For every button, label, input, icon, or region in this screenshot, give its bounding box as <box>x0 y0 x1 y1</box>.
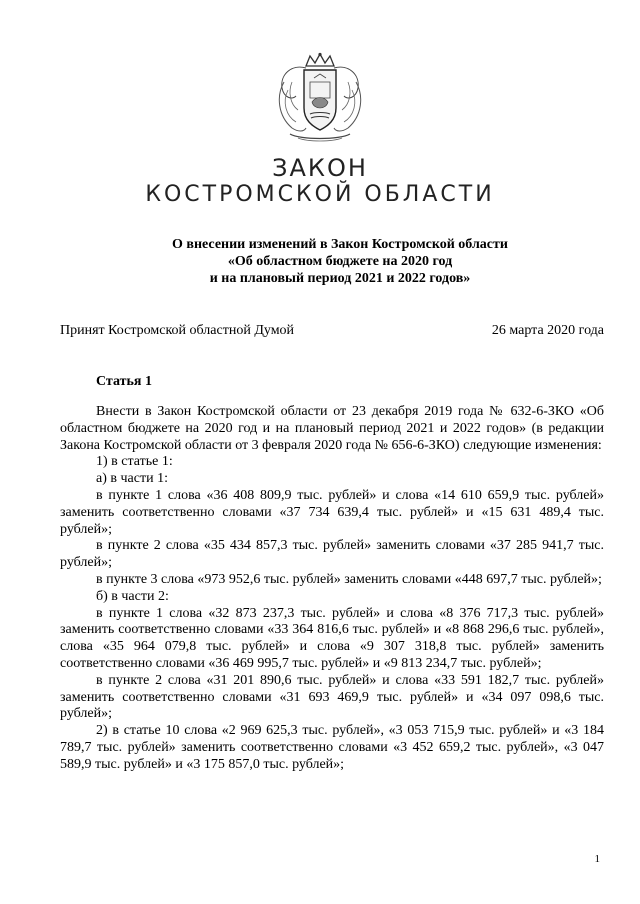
paragraph: 1) в статье 1: <box>96 454 173 470</box>
adoption-line <box>60 322 604 339</box>
paragraph: в пункте 2 слова «31 201 890,6 тыс. рублей» и слова «33 591 182,7 тыс. рублей» заменить соответственно словами «31 693 469,9 тыс. рублей» и «34 097 098,6 тыс. рублей»; <box>60 672 604 722</box>
paragraph: а) в части 1: <box>96 471 168 487</box>
paragraph: в пункте 1 слова «36 408 809,9 тыс. рублей» и слова «14 610 659,9 тыс. рублей» заменить соответственно словами «37 734 639,4 тыс. рублей» и «15 631 489,4 тыс. рублей»; <box>60 487 604 537</box>
document-title: ЗАКОН <box>272 154 368 182</box>
page-number: 1 <box>594 853 600 865</box>
adopted-by: Принят Костромской областной Думой <box>60 323 295 338</box>
paragraph: в пункте 1 слова «32 873 237,3 тыс. рублей» и слова «8 376 717,3 тыс. рублей» заменить соответственно словами «33 364 816,6 тыс. рублей» и «8 868 296,6 тыс. рублей», слова «35 964 079,8 тыс. рублей» и слова «9 307 318,8 тыс. рублей» заменить соответственно словами «36 469 995,7 тыс. рублей» и «9 813 234,7 тыс. рублей»; <box>60 605 604 671</box>
law-title-line: О внесении изменений в Закон Костромской области <box>172 237 508 252</box>
paragraph: б) в части 2: <box>96 588 169 604</box>
kostroma-coat-of-arms-icon <box>270 52 370 144</box>
article-body <box>60 404 604 774</box>
document-subtitle: КОСТРОМСКОЙ ОБЛАСТИ <box>145 182 495 207</box>
law-title-line: и на плановый период 2021 и 2022 годов» <box>209 271 471 286</box>
law-title <box>80 236 600 287</box>
article-title: Статья 1 <box>96 374 152 389</box>
paragraph: в пункте 2 слова «35 434 857,3 тыс. рублей» заменить словами «37 285 941,7 тыс. рублей»; <box>60 538 604 571</box>
paragraph: в пункте 3 слова «973 952,6 тыс. рублей» заменить словами «448 697,7 тыс. рублей»; <box>96 571 602 587</box>
paragraph: Внести в Закон Костромской области от 23 декабря 2019 года № 632-6-ЗКО «Об областном бюджете на 2020 год и на плановый период 2021 и 2022 годов» (в редакции Закона Костромской области от 3 февраля 2020 года № 656-6-ЗКО) следующие изменения: <box>60 404 604 453</box>
law-title-line: «Об областном бюджете на 2020 год <box>227 254 453 269</box>
paragraph: 2) в статье 10 слова «2 969 625,3 тыс. рублей», «3 053 715,9 тыс. рублей» и «3 184 789,7 тыс. рублей» заменить соответственно словами «3 452 659,2 тыс. рублей», «3 047 589,9 тыс. рублей» и «3 175 857,0 тыс. рублей»; <box>60 723 604 772</box>
adoption-date: 26 марта 2020 года <box>491 323 604 338</box>
